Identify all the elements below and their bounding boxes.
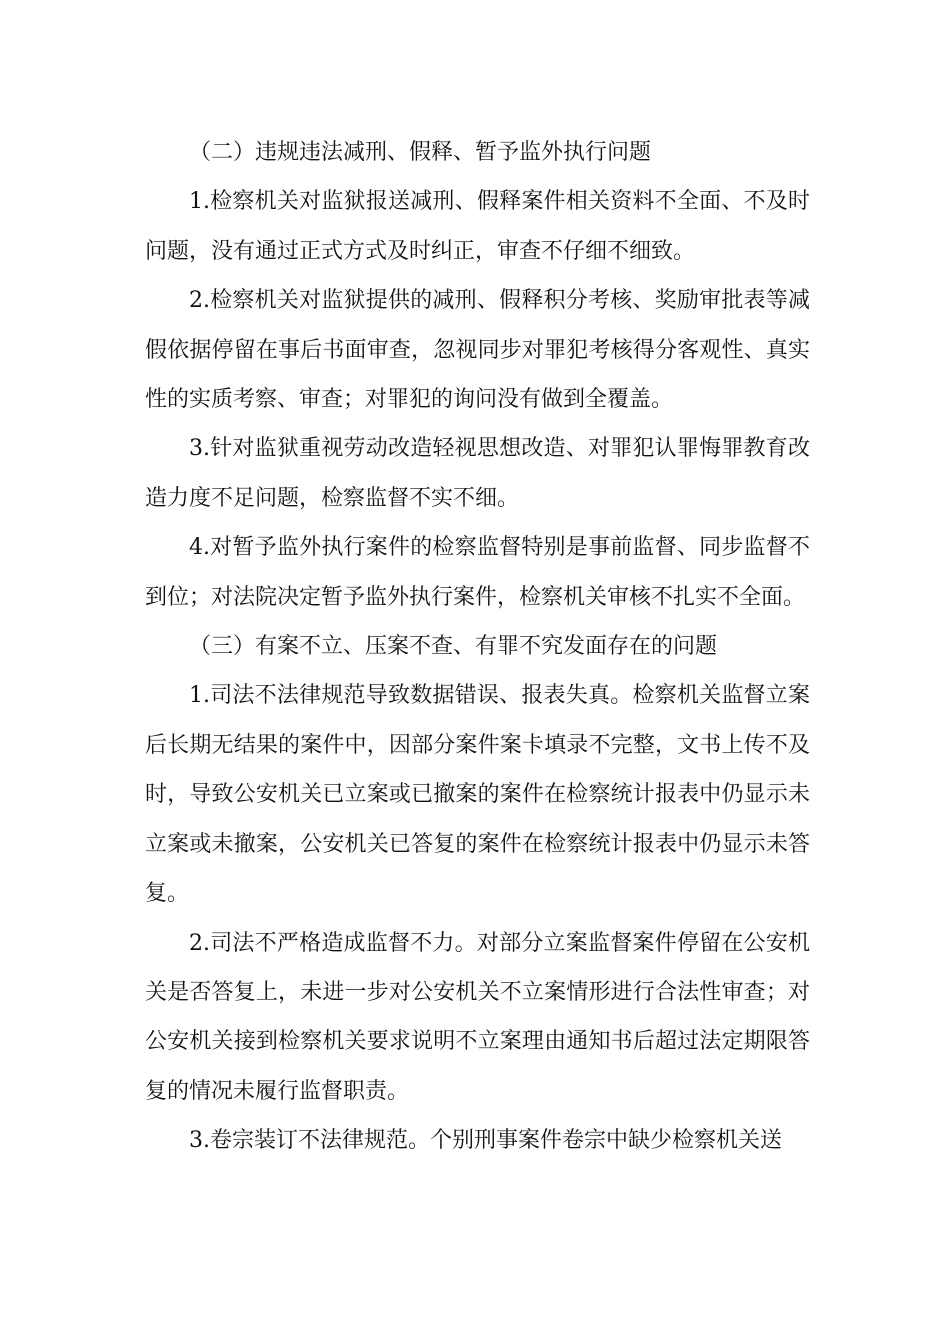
paragraph-2-4: 4.对暂予监外执行案件的检察监督特别是事前监督、同步监督不到位；对法院决定暂予监外执行案件，检察机关审核不扎实不全面。 [145, 535, 810, 610]
section-heading-3: （三）有案不立、压案不查、有罪不究发面存在的问题 [189, 634, 718, 660]
paragraph-2-3: 3.针对监狱重视劳动改造轻视思想改造、对罪犯认罪悔罪教育改造力度不足问题，检察监督不实不细。 [145, 436, 810, 511]
paragraph-3-3: 3.卷宗装订不法律规范。个别刑事案件卷宗中缺少检察机关送 [189, 1128, 782, 1154]
section-heading-2: （二）违规违法减刑、假释、暂予监外执行问题 [189, 140, 652, 165]
paragraph-3-1: 1.司法不法律规范导致数据错误、报表失真。检察机关监督立案后长期无结果的案件中，因部分案件案卡填录不完整，文书上传不及时，导致公安机关已立案或已撤案的案件在检察统计报表中仍显示未立案或未撤案，公安机关已答复的案件在检察统计报表中仍显示未答复。 [145, 683, 810, 907]
document-body [145, 128, 810, 1166]
paragraph-2-1: 1.检察机关对监狱报送减刑、假释案件相关资料不全面、不及时问题，没有通过正式方式及时纠正，审查不仔细不细致。 [145, 189, 810, 264]
paragraph-2-2: 2.检察机关对监狱提供的减刑、假释积分考核、奖励审批表等减假依据停留在事后书面审查，忽视同步对罪犯考核得分客观性、真实性的实质考察、审查；对罪犯的询问没有做到全覆盖。 [145, 288, 810, 413]
paragraph-3-2: 2.司法不严格造成监督不力。对部分立案监督案件停留在公安机关是否答复上，未进一步对公安机关不立案情形进行合法性审查；对公安机关接到检察机关要求说明不立案理由通知书后超过法定期限答复的情况未履行监督职责。 [145, 930, 810, 1104]
